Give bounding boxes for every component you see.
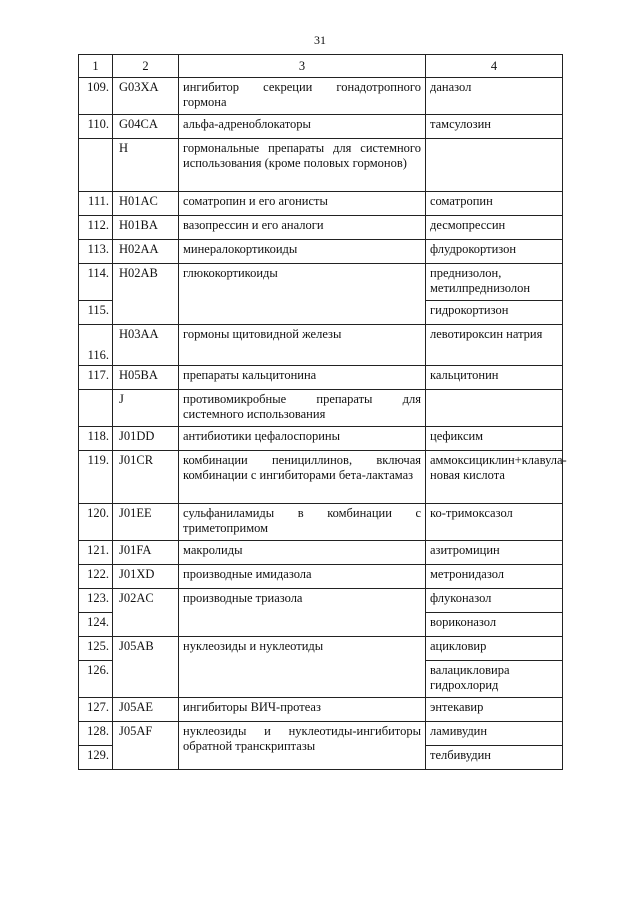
atc-code: H03AA: [113, 325, 179, 366]
group-description: сульфаниламиды в комбинации с триметопримом: [179, 504, 426, 541]
group-description: производные имидазола: [179, 565, 426, 589]
row-number: 120.: [79, 504, 113, 541]
table-row: [79, 216, 563, 240]
table-row: [79, 192, 563, 216]
column-header: 2: [113, 55, 179, 78]
column-header: 1: [79, 55, 113, 78]
row-number: [79, 139, 113, 192]
group-description: нуклеозиды и нуклеотиды: [179, 637, 426, 698]
row-number: 117.: [79, 366, 113, 390]
group-description: производные триазола: [179, 589, 426, 637]
row-number: 111.: [79, 192, 113, 216]
drug-name: [426, 390, 563, 427]
group-description: гормоны щитовидной железы: [179, 325, 426, 366]
row-number: 110.: [79, 115, 113, 139]
atc-code: J01CR: [113, 451, 179, 504]
table-row: [79, 240, 563, 264]
group-description: соматропин и его агонисты: [179, 192, 426, 216]
atc-code: J01XD: [113, 565, 179, 589]
drug-name: телбивудин: [426, 746, 563, 770]
row-number: 123.: [79, 589, 113, 613]
table-row: [79, 698, 563, 722]
table-row: [79, 637, 563, 661]
drug-name: флуконазол: [426, 589, 563, 613]
drug-name: [426, 139, 563, 192]
table-row: [79, 139, 563, 192]
table-row: [79, 115, 563, 139]
group-description: гормональные препараты для системного использования (кроме половых гормонов): [179, 139, 426, 192]
page-number: 31: [314, 33, 326, 47]
group-description: минералокортикоиды: [179, 240, 426, 264]
atc-code: H01BA: [113, 216, 179, 240]
drug-name: преднизолон, метилпреднизолон: [426, 264, 563, 301]
column-header: 4: [426, 55, 563, 78]
table-row: [79, 541, 563, 565]
atc-code: G04CA: [113, 115, 179, 139]
row-number: 118.: [79, 427, 113, 451]
row-number: 126.: [79, 661, 113, 698]
atc-code: J01FA: [113, 541, 179, 565]
drug-name: кальцитонин: [426, 366, 563, 390]
drug-name: вориконазол: [426, 613, 563, 637]
row-number: 113.: [79, 240, 113, 264]
group-description: альфа-адреноблокаторы: [179, 115, 426, 139]
atc-code: J02AC: [113, 589, 179, 637]
table-row: [79, 504, 563, 541]
atc-code: H02AB: [113, 264, 179, 325]
group-description: ингибитор секреции гонадотропного гормона: [179, 78, 426, 115]
header-row: [79, 55, 563, 78]
atc-code: H: [113, 139, 179, 192]
row-number: 124.: [79, 613, 113, 637]
row-number: [79, 390, 113, 427]
drug-name: ацикловир: [426, 637, 563, 661]
drug-name: даназол: [426, 78, 563, 115]
drug-name: ламивудин: [426, 722, 563, 746]
group-description: макролиды: [179, 541, 426, 565]
atc-code: H02AA: [113, 240, 179, 264]
row-number: 125.: [79, 637, 113, 661]
row-number: 129.: [79, 746, 113, 770]
atc-code: J05AF: [113, 722, 179, 770]
row-number: 127.: [79, 698, 113, 722]
drug-name: гидрокортизон: [426, 301, 563, 325]
table-row: [79, 325, 563, 366]
atc-code: J05AB: [113, 637, 179, 698]
drug-name: десмопрессин: [426, 216, 563, 240]
atc-code: H01AC: [113, 192, 179, 216]
atc-code: J01DD: [113, 427, 179, 451]
drug-name: левотироксин натрия: [426, 325, 563, 366]
row-number: 112.: [79, 216, 113, 240]
row-number: 114.: [79, 264, 113, 301]
group-description: препараты кальцитонина: [179, 366, 426, 390]
group-description: нуклеозиды и нуклеотиды-ингибиторы обратной транскриптазы: [179, 722, 426, 770]
row-number: 122.: [79, 565, 113, 589]
drug-name: ко-тримоксазол: [426, 504, 563, 541]
drug-name: аммоксициклин+клавула-новая кислота: [426, 451, 563, 504]
table-row: [79, 366, 563, 390]
drug-name: соматропин: [426, 192, 563, 216]
atc-code: J05AE: [113, 698, 179, 722]
drug-name: валацикловира гидрохлорид: [426, 661, 563, 698]
row-number: 128.: [79, 722, 113, 746]
table-row: [79, 565, 563, 589]
group-description: вазопрессин и его аналоги: [179, 216, 426, 240]
group-description: противомикробные препараты для системного использования: [179, 390, 426, 427]
atc-code: G03XA: [113, 78, 179, 115]
drug-name: тамсулозин: [426, 115, 563, 139]
drug-name: энтекавир: [426, 698, 563, 722]
row-number: 109.: [79, 78, 113, 115]
table-row: [79, 390, 563, 427]
table-row: [79, 589, 563, 613]
row-number: 115.: [79, 301, 113, 325]
atc-code: J01EE: [113, 504, 179, 541]
table-row: [79, 264, 563, 301]
row-number: 116.: [79, 325, 113, 366]
drug-name: метронидазол: [426, 565, 563, 589]
drug-table: [78, 54, 567, 770]
group-description: ингибиторы ВИЧ-протеаз: [179, 698, 426, 722]
atc-code: H05BA: [113, 366, 179, 390]
table-row: [79, 427, 563, 451]
row-number: 119.: [79, 451, 113, 504]
column-header: 3: [179, 55, 426, 78]
table-row: [79, 78, 563, 115]
table-row: [79, 722, 563, 746]
drug-name: цефиксим: [426, 427, 563, 451]
group-description: комбинации пенициллинов, включая комбинации с ингибиторами бета-лактамаз: [179, 451, 426, 504]
drug-name: флудрокортизон: [426, 240, 563, 264]
table-row: [79, 451, 563, 504]
group-description: глюкокортикоиды: [179, 264, 426, 325]
row-number: 121.: [79, 541, 113, 565]
group-description: антибиотики цефалоспорины: [179, 427, 426, 451]
drug-name: азитромицин: [426, 541, 563, 565]
atc-code: J: [113, 390, 179, 427]
